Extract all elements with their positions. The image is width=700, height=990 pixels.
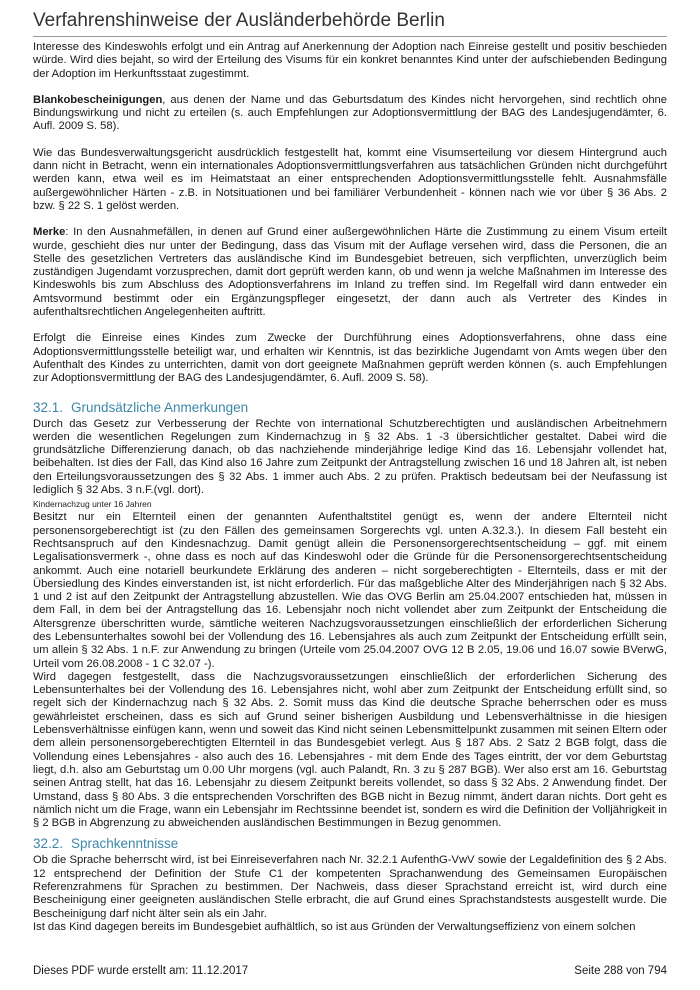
paragraph: Wie das Bundesverwaltungsgericht ausdrücklich festgestellt hat, kommt eine Visumserteilung vor diesem Hintergrund auch dann nicht in Betracht, wenn ein internationales Adoptionsvermittlungsverfahren aus tatsächlichen Gründen nicht durchgeführt werden kann, etwa weil es im Heimatstaat an einer entsprechenden Adoptionsvermittlungsstelle fehlt. Ausnahmsfälle außergewöhnlicher Härten - z.B. in Notsituationen und bei familiärer Verbundenheit - können nach wie vor über § 36 Abs. 2 bzw. § 22 S. 1 gelöst werden. <box>33 146 667 212</box>
paragraph <box>33 226 667 319</box>
section-title: Sprachkenntnisse <box>71 836 179 852</box>
document-body <box>33 41 667 934</box>
paragraph: Besitzt nur ein Elternteil einen der genannten Aufenthaltstitel genügt es, wenn der andere Elternteil nicht personensorgeberechtigt ist (zu den Fällen des gemeinsamen Sorgerechts vgl. unten A.32.3.). In diesem Fall besteht ein Rechtsanspruch auf den Kindesnachzug. Damit genügt allein die Personensorgerechtsentscheidung – ggf. mit einem Legalisationsvermerk -, ohne dass es noch auf das Kindeswohl oder die Gründe für die Personensorgerechtsentscheidung ankommt. Auch eine notariell beurkundete Erklärung des anderen – nicht sorgeberechtigten - Elternteils, dass er mit der Übersiedlung des Kindes einverstanden ist, ist nicht erforderlich. Für das maßgebliche Alter des Minderjährigen nach § 32 Abs. 1 und 2 ist auf den Zeitpunkt der Antragstellung abzustellen. Wie das OVG Berlin am 25.04.2007 entschieden hat, müssen in dem Fall, in dem bei der Antragstellung das 16. Lebensjahr noch nicht vollendet aber zum Zeitpunkt der Entscheidung die Altersgrenze überschritten wurde, sämtliche weiteren Nachzugsvoraussetzungen einschließlich der erforderlichen Sicherung des Lebensunterhaltes sowohl bei der Vollendung des 16. Lebensjahres als auch zum Zeitpunkt der Entscheidung erfüllt sein, um allein § 32 Abs. 1 n.F. zur Anwendung zu bringen (Urteile vom 25.04.2007 OVG 12 B 2.05, 19.06 und 16.07 sowie BVerwG, Urteil vom 26.08.2008 - 1 C 32.07 -). <box>33 511 667 670</box>
section-number: 32.2. <box>33 836 64 852</box>
paragraph-lead: Merke <box>33 226 66 239</box>
paragraph: Interesse des Kindeswohls erfolgt und ein Antrag auf Anerkennung der Adoption nach Einreise gestellt und positiv beschieden würde. Wird dies bejaht, so wird der Erteilung des Visums für ein konkret benanntes Kind unter der aufschiebenden Bedingung der Adoption im Herkunftsstaat zugestimmt. <box>33 41 667 80</box>
section-heading <box>33 836 667 852</box>
section-heading <box>33 400 667 416</box>
paragraph: Erfolgt die Einreise eines Kindes zum Zwecke der Durchführung eines Adoptionsverfahrens, ohne dass eine Adoptionsvermittlungsstelle beteiligt war, und erhalten wir Kenntnis, ist das bezirkliche Jugendamt von Amts wegen über den Aufenthalt des Kindes zu unterrichten, damit von dort geeignete Maßnahmen geprüft werden können (s. auch Empfehlungen zur Adoptionsvermittlung der BAG des Landesjugendämter, 6. Aufl. 2009 S. 58). <box>33 332 667 385</box>
title-divider <box>33 36 667 37</box>
paragraph-text: : In den Ausnahmefällen, in denen auf Grund einer außergewöhnlichen Härte die Zustimmung zu einem Visum erteilt wurde, geschieht dies nur unter der Bedingung, dass das Visum mit der Auflage versehen wird, dass die Personen, die an Stelle des gesetzlichen Vertreters das ausländische Kind im Bundesgebiet betreuen, sich verpflichten, unverzüglich beim zuständigen Jugendamt vorzusprechen, damit dort geprüft werden kann, ob und wenn ja welche Maßnahmen im Interesse des Kindeswohls bis zum Abschluss des Adoptionsverfahrens im Inland zu treffen sind. Im Regelfall wird dann entweder ein Amtsvormund bestimmt oder ein Ergänzungspfleger eingesetzt, der dann auch als Vertreter des Kindes in aufenthaltsrechtlichen Angelegenheiten auftritt. <box>33 226 667 319</box>
creation-date: Dieses PDF wurde erstellt am: 11.12.2017 <box>33 965 249 977</box>
paragraph: Durch das Gesetz zur Verbesserung der Rechte von international Schutzberechtigten und ausländischen Arbeitnehmern werden die wesentlichen Regelungen zum Kindernachzug in § 32 Abs. 1 -3 übersichtlicher gestaltet. Dabei wird die grundsätzliche Differenzierung danach, ob das nachziehende minderjährige ledige Kind das 16. Lebensjahr vollendet hat, beibehalten. Ist dies der Fall, das Kind also 16 Jahre zum Zeitpunkt der Antragstellung zwischen 16 und 18 Jahren alt, ist neben den Erteilungsvoraussetzungen des § 32 Abs. 1 immer auch Abs. 2 zu prüfen. Praktisch bedeutsam bei der Neufassung ist lediglich § 32 Abs. 3 n.F.(vgl. dort). <box>33 417 667 497</box>
paragraph <box>33 94 667 134</box>
paragraph-text: , aus denen der Name und das Geburtsdatum des Kindes nicht hervorgehen, sind rechtlich ohne Bindungswirkung und nicht zu erteilen (s. auch Empfehlungen zur Adoptionsvermittlung der BAG des Landesjugendämter, 6. Aufl. 2009 S. 58). <box>33 93 667 133</box>
section-title: Grundsätzliche Anmerkungen <box>71 399 249 415</box>
page-title: Verfahrenshinweise der Ausländerbehörde Berlin <box>33 10 445 31</box>
paragraph: Ob die Sprache beherrscht wird, ist bei Einreiseverfahren nach Nr. 32.2.1 AufenthG-VwV sowie der Legaldefinition des § 2 Abs. 12 entsprechend der Definition der Stufe C1 der kompetenten Sprachanwendung des Gemeinsamen Europäischen Referenzrahmens für Sprachen zu bestimmen. Der Nachweis, dass dieser Sprachstand erreicht ist, wird durch eine Bescheinigung einer geeigneten ausländischen Stelle erbracht, die auf Grund eines Sprachstandstests ausgestellt wurde. Die Bescheinigung darf nicht älter sein als ein Jahr. <box>33 854 667 920</box>
page-number: Seite 288 von 794 <box>574 965 667 977</box>
paragraph-lead: Blankobescheinigungen <box>33 93 163 106</box>
paragraph: Ist das Kind dagegen bereits im Bundesgebiet aufhältlich, so ist aus Gründen der Verwaltungseffizienz von einem solchen <box>33 920 636 933</box>
section-number: 32.1. <box>33 399 64 415</box>
subheading: Kindernachzug unter 16 Jahren <box>33 499 152 510</box>
paragraph: Wird dagegen festgestellt, dass die Nachzugsvoraussetzungen einschließlich der erforderlichen Sicherung des Lebensunterhaltes bei der Vollendung des 16. Lebensjahres nicht, wohl aber zum Zeitpunkt der Entscheidung erfüllt sind, so regelt sich der Kindernachzug nach § 32 Abs. 2. Somit muss das Kind die deutsche Sprache beherrschen oder es muss gewährleistet erscheinen, dass es sich auf Grund seiner bisherigen Ausbildung und Lebensverhältnisse in die hiesigen Lebensverhältnisse einfügen kann, wenn und soweit das Kind nicht seinen Lebensmittelpunkt zusammen mit seinen Eltern oder dem allein personensorgeberechtigten Elternteil in das Bundesgebiet verlegt. Aus § 187 Abs. 2 Satz 2 BGB folgt, dass die Vollendung eines Lebensjahres - also auch des 16. Lebensjahres - mit dem Ende des Tages eintritt, der vor dem Geburtstag liegt, d.h. also am Geburtstag um 0.00 Uhr morgens (vgl. auch Palandt, Rn. 3 zu § 287 BGB). Wer also erst am 16. Geburtstag seinen Antrag stellt, hat das 16. Lebensjahr zu diesem Zeitpunkt bereits vollendet, so dass § 32 Abs. 2 Anwendung findet. Der Umstand, dass § 80 Abs. 3 die entsprechenden Vorschriften des BGB nicht in Bezug nimmt, ändert daran nichts. Dort geht es nämlich nicht um die Frage, wann ein Lebensjahr im Rechtssinne beendet ist, sondern es wird die Definition der Volljährigkeit in § 2 BGB in Abgrenzung zu abweichenden ausländischen Bestimmungen in Bezug genommen. <box>33 670 667 830</box>
